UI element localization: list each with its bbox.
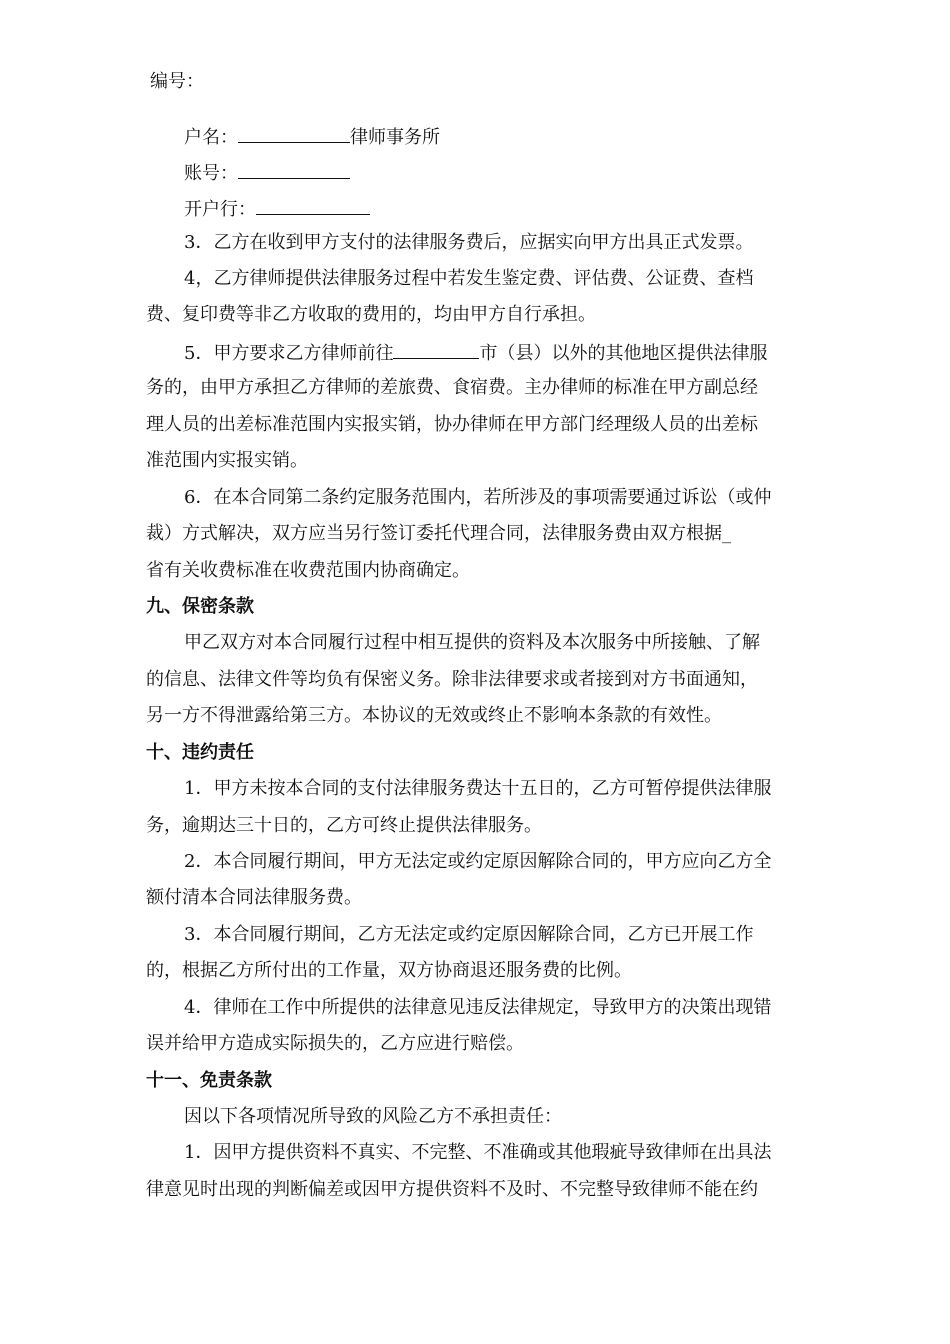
city-blank: [393, 340, 479, 359]
bank-label: 开户行：: [184, 199, 256, 220]
clause-11-1-line-1: 1．因甲方提供资料不真实、不完整、不准确或其他瑕疵导致律师在出具法: [184, 1142, 772, 1163]
clause-10-1-line-1: 1．甲方未按本合同的支付法律服务费达十五日的，乙方可暂停提供法律服: [184, 778, 772, 799]
section-11-intro: 因以下各项情况所导致的风险乙方不承担责任：: [184, 1106, 562, 1127]
account-number-label: 账号：: [184, 163, 238, 184]
clause-8-5-line-1: [184, 340, 767, 366]
bank-line: [184, 196, 370, 222]
clause-8-6-line-1: 6．在本合同第二条约定服务范围内，若所涉及的事项需要通过诉讼（或仲: [184, 487, 772, 508]
section-10-heading: 十、违约责任: [146, 742, 254, 763]
account-name-suffix: 律师事务所: [350, 127, 440, 148]
clause-8-5-line-4: 准范围内实报实销。: [146, 450, 308, 471]
bank-blank: [256, 196, 370, 215]
clause-10-4-line-1: 4．律师在工作中所提供的法律意见违反法律规定，导致甲方的决策出现错: [184, 997, 772, 1018]
clause-8-3: 3．乙方在收到甲方支付的法律服务费后，应据实向甲方出具正式发票。: [184, 232, 754, 253]
clause-8-5-pre: 5．甲方要求乙方律师前往: [184, 343, 394, 364]
clause-8-6-line-2: 裁）方式解决，双方应当另行签订委托代理合同，法律服务费由双方根据_: [146, 523, 731, 544]
clause-10-3-line-2: 的，根据乙方所付出的工作量，双方协商退还服务费的比例。: [146, 960, 632, 981]
clause-10-1-line-2: 务，逾期达三十日的，乙方可终止提供法律服务。: [146, 815, 542, 836]
account-name-line: [184, 124, 440, 150]
section-9-line-2: 的信息、法律文件等均负有保密义务。除非法律要求或者接到对方书面通知，: [146, 669, 758, 690]
clause-8-5-line-3: 理人员的出差标准范围内实报实销，协办律师在甲方部门经理级人员的出差标: [146, 414, 758, 435]
clause-10-3-line-1: 3．本合同履行期间，乙方无法定或约定原因解除合同，乙方已开展工作: [184, 924, 754, 945]
clause-8-4-line-1: 4，乙方律师提供法律服务过程中若发生鉴定费、评估费、公证费、查档: [184, 268, 754, 289]
section-9-line-1: 甲乙双方对本合同履行过程中相互提供的资料及本次服务中所接触、了解: [184, 632, 760, 653]
clause-8-6-line-3: 省有关收费标准在收费范围内协商确定。: [146, 560, 470, 581]
clause-11-1-line-2: 律意见时出现的判断偏差或因甲方提供资料不及时、不完整导致律师不能在约: [146, 1179, 758, 1200]
clause-10-2-line-1: 2．本合同履行期间，甲方无法定或约定原因解除合同的，甲方应向乙方全: [184, 851, 772, 872]
clause-8-5-line-2: 务的，由甲方承担乙方律师的差旅费、食宿费。主办律师的标准在甲方副总经: [146, 377, 758, 398]
account-number-line: [184, 160, 350, 186]
account-number-blank: [238, 160, 350, 179]
section-9-heading: 九、保密条款: [146, 596, 254, 617]
section-9-line-3: 另一方不得泄露给第三方。本协议的无效或终止不影响本条款的有效性。: [146, 705, 722, 726]
serial-number-label: 编号：: [150, 71, 204, 92]
clause-8-4-line-2: 费、复印费等非乙方收取的费用的，均由甲方自行承担。: [146, 304, 596, 325]
clause-8-5-post: 市（县）以外的其他地区提供法律服: [479, 343, 768, 364]
section-11-heading: 十一、免责条款: [146, 1070, 272, 1091]
clause-10-2-line-2: 额付清本合同法律服务费。: [146, 887, 362, 908]
account-name-blank: [238, 124, 350, 143]
account-name-label: 户名：: [184, 127, 238, 148]
clause-10-4-line-2: 误并给甲方造成实际损失的，乙方应进行赔偿。: [146, 1033, 524, 1054]
